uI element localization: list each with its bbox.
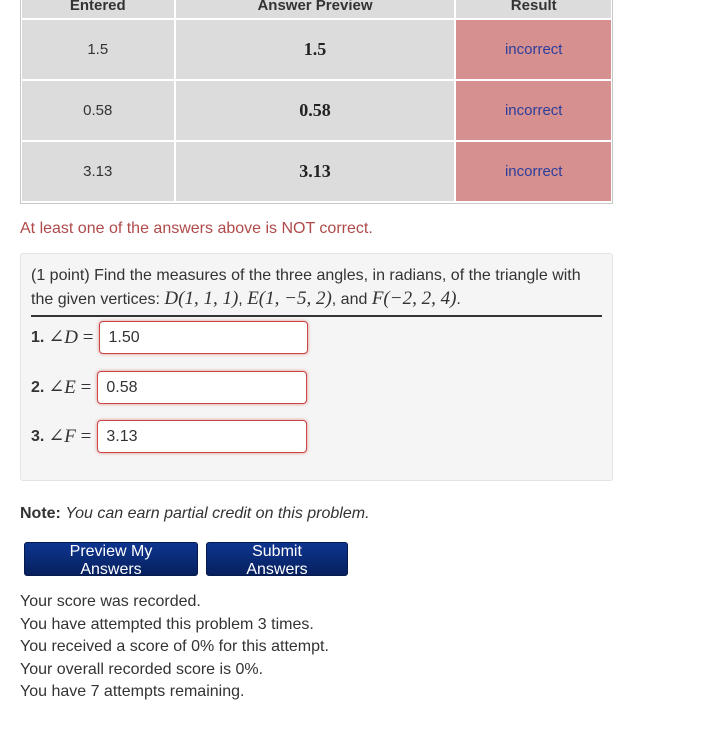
vertex-f: F(−2, 2, 4): [371, 288, 457, 309]
vertex-d: D(1, 1, 1): [164, 288, 239, 309]
result-cell: incorrect: [455, 19, 612, 80]
header-result: Result: [455, 0, 612, 19]
angle-e-label: [48, 376, 91, 399]
problem-statement: [31, 264, 606, 311]
preview-cell: 3.13: [175, 141, 456, 202]
score-status: [20, 591, 329, 704]
entered-cell: 3.13: [21, 141, 175, 202]
status-line: You received a score of 0% for this attempt.: [20, 638, 329, 655]
note-label: Note:: [20, 505, 61, 522]
table-row: [21, 80, 612, 141]
incorrect-warning: At least one of the answers above is NOT correct.: [20, 220, 373, 237]
problem-box: [20, 253, 613, 481]
separator: , and: [331, 291, 372, 308]
preview-answers-button[interactable]: Preview My Answers: [24, 542, 198, 576]
divider: [31, 315, 602, 317]
header-answer-preview: Answer Preview: [175, 0, 456, 19]
results-header-row: [21, 0, 612, 19]
angle-d-input[interactable]: [99, 321, 308, 354]
entered-cell: 1.5: [21, 19, 175, 80]
angle-f-label: [48, 425, 91, 448]
preview-cell: 1.5: [175, 19, 456, 80]
header-entered: Entered: [21, 0, 175, 19]
result-cell: incorrect: [455, 80, 612, 141]
equals-sign: =: [80, 377, 92, 398]
results-table: [20, 0, 613, 203]
preview-cell: 0.58: [175, 80, 456, 141]
answer-number: 2.: [31, 378, 45, 396]
equals-sign: =: [80, 426, 92, 447]
status-line: You have attempted this problem 3 times.: [20, 615, 314, 633]
answer-number: 1.: [31, 328, 45, 346]
answer-number: 3.: [31, 427, 45, 445]
period: .: [456, 291, 461, 308]
answer-row-1: [31, 321, 308, 354]
angle-e-input[interactable]: [97, 371, 307, 404]
angle-d-label: [48, 326, 93, 349]
submit-answers-button[interactable]: Submit Answers: [206, 542, 348, 576]
problem-intro: (1 point) Find the measures of the three angles, in radians, of the triangle with the given vertices:: [31, 267, 581, 308]
answer-row-2: [31, 371, 307, 404]
table-row: [21, 141, 612, 202]
status-line: Your score was recorded.: [20, 593, 201, 610]
result-cell: incorrect: [455, 141, 612, 202]
partial-credit-note: [20, 505, 370, 523]
angle-f-input[interactable]: [97, 420, 307, 453]
vertex-e: E(1, −5, 2): [247, 288, 332, 309]
status-line: Your overall recorded score is 0%.: [20, 660, 264, 678]
angle-label-text: ∠E: [48, 377, 76, 398]
table-row: [21, 19, 612, 80]
note-text: You can earn partial credit on this problem.: [65, 505, 370, 522]
angle-label-text: ∠D: [48, 327, 78, 348]
separator: ,: [238, 291, 248, 308]
answer-row-3: [31, 420, 307, 453]
status-line: You have 7 attempts remaining.: [20, 683, 245, 700]
angle-label-text: ∠F: [48, 426, 76, 447]
equals-sign: =: [82, 327, 94, 348]
entered-cell: 0.58: [21, 80, 175, 141]
